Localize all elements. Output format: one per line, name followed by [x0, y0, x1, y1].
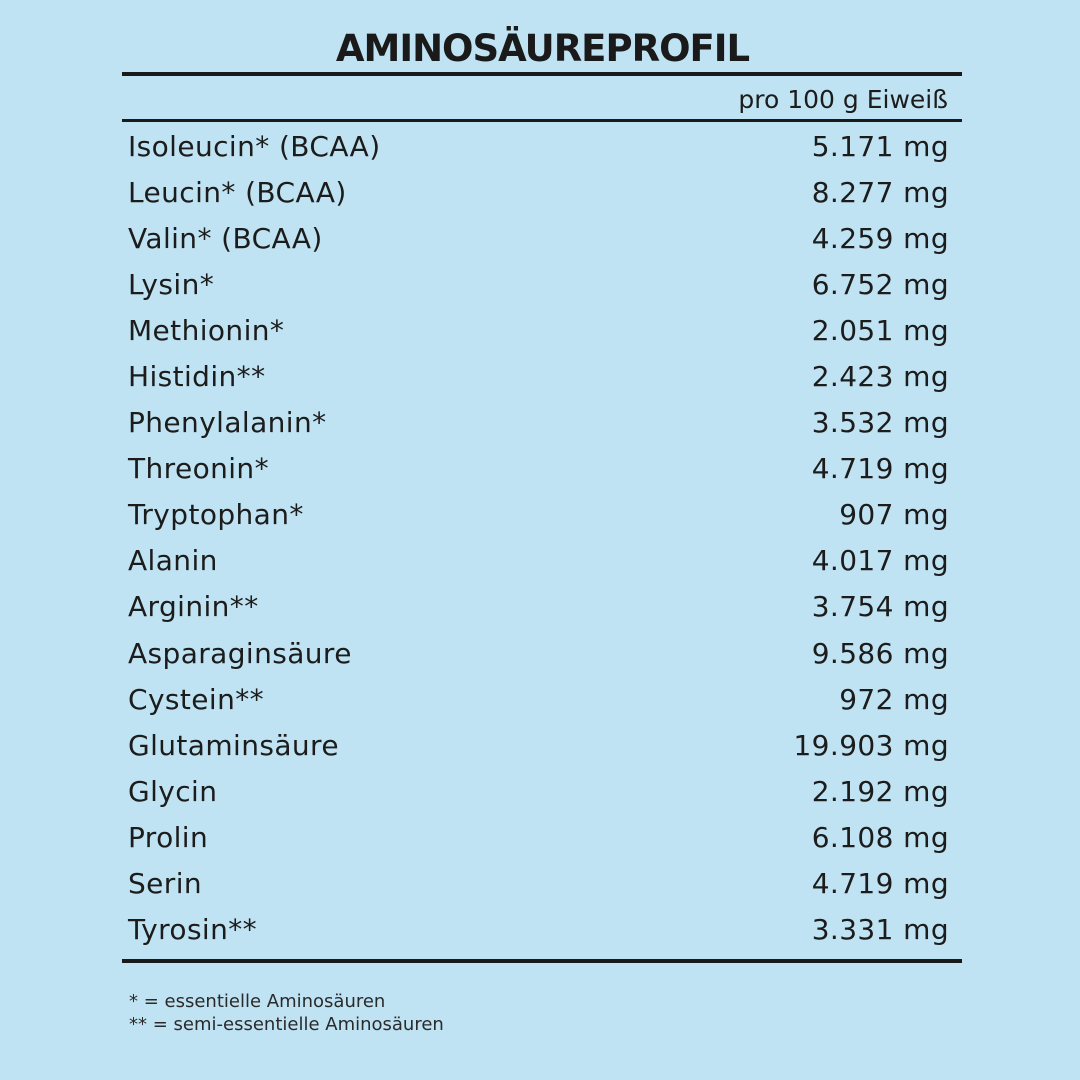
amino-acid-amount: 2.423 mg — [811, 360, 949, 394]
table-row — [128, 215, 949, 261]
table-row — [128, 584, 949, 630]
amino-acid-name: Methionin* — [128, 313, 285, 347]
amino-acid-name: Tyrosin** — [128, 913, 258, 947]
amino-acid-name: Glutaminsäure — [128, 728, 339, 762]
amino-acid-table — [128, 123, 949, 953]
table-row — [128, 353, 949, 399]
table-row — [128, 768, 949, 814]
table-row — [128, 261, 949, 307]
table-row — [128, 446, 949, 492]
table-row — [128, 400, 949, 446]
amino-acid-name: Histidin** — [128, 360, 266, 394]
amino-acid-amount: 2.051 mg — [811, 313, 949, 347]
footnotes — [129, 990, 444, 1036]
amino-acid-name: Prolin — [128, 820, 209, 854]
table-row — [128, 169, 949, 215]
amino-acid-name: Isoleucin* (BCAA) — [128, 129, 381, 163]
amino-acid-amount: 19.903 mg — [793, 728, 949, 762]
amino-acid-name: Asparaginsäure — [128, 636, 352, 670]
footnote-essential: * = essentielle Aminosäuren — [129, 991, 386, 1012]
bottom-divider — [122, 959, 962, 963]
table-row — [128, 630, 949, 676]
amino-acid-name: Cystein** — [128, 682, 265, 716]
table-row — [128, 123, 949, 169]
amino-acid-amount: 972 mg — [839, 682, 949, 716]
amino-acid-amount: 4.259 mg — [811, 221, 949, 255]
amino-acid-amount: 3.331 mg — [811, 913, 949, 947]
amino-acid-amount: 2.192 mg — [811, 774, 949, 808]
amino-acid-name: Alanin — [128, 544, 218, 578]
amino-acid-amount: 3.532 mg — [811, 406, 949, 440]
page-title: AMINOSÄUREPROFIL — [335, 27, 750, 70]
amino-acid-name: Tryptophan* — [128, 498, 304, 532]
header-divider — [122, 119, 962, 122]
table-row — [128, 676, 949, 722]
amino-acid-name: Glycin — [128, 774, 218, 808]
amino-acid-name: Leucin* (BCAA) — [128, 175, 347, 209]
table-row — [128, 861, 949, 907]
amino-acid-name: Valin* (BCAA) — [128, 221, 323, 255]
table-row — [128, 722, 949, 768]
table-row — [128, 814, 949, 860]
amino-acid-name: Phenylalanin* — [128, 406, 327, 440]
amino-acid-amount: 5.171 mg — [811, 129, 949, 163]
amino-acid-amount: 4.719 mg — [811, 867, 949, 901]
amino-acid-amount: 4.719 mg — [811, 452, 949, 486]
amino-acid-name: Serin — [128, 867, 203, 901]
amino-acid-amount: 4.017 mg — [811, 544, 949, 578]
amino-acid-amount: 6.108 mg — [811, 820, 949, 854]
table-row — [128, 492, 949, 538]
table-row — [128, 538, 949, 584]
table-row — [128, 907, 949, 953]
amino-acid-amount: 9.586 mg — [811, 636, 949, 670]
amino-acid-amount: 3.754 mg — [811, 590, 949, 624]
column-header: pro 100 g Eiweiß — [738, 85, 948, 114]
table-row — [128, 307, 949, 353]
amino-acid-amount: 907 mg — [839, 498, 949, 532]
amino-acid-amount: 8.277 mg — [811, 175, 949, 209]
amino-acid-name: Arginin** — [128, 590, 259, 624]
top-divider — [122, 72, 962, 76]
amino-acid-name: Threonin* — [128, 452, 269, 486]
footnote-semi-essential: ** = semi-essentielle Aminosäuren — [129, 1014, 444, 1035]
amino-acid-amount: 6.752 mg — [811, 267, 949, 301]
amino-acid-name: Lysin* — [128, 267, 215, 301]
